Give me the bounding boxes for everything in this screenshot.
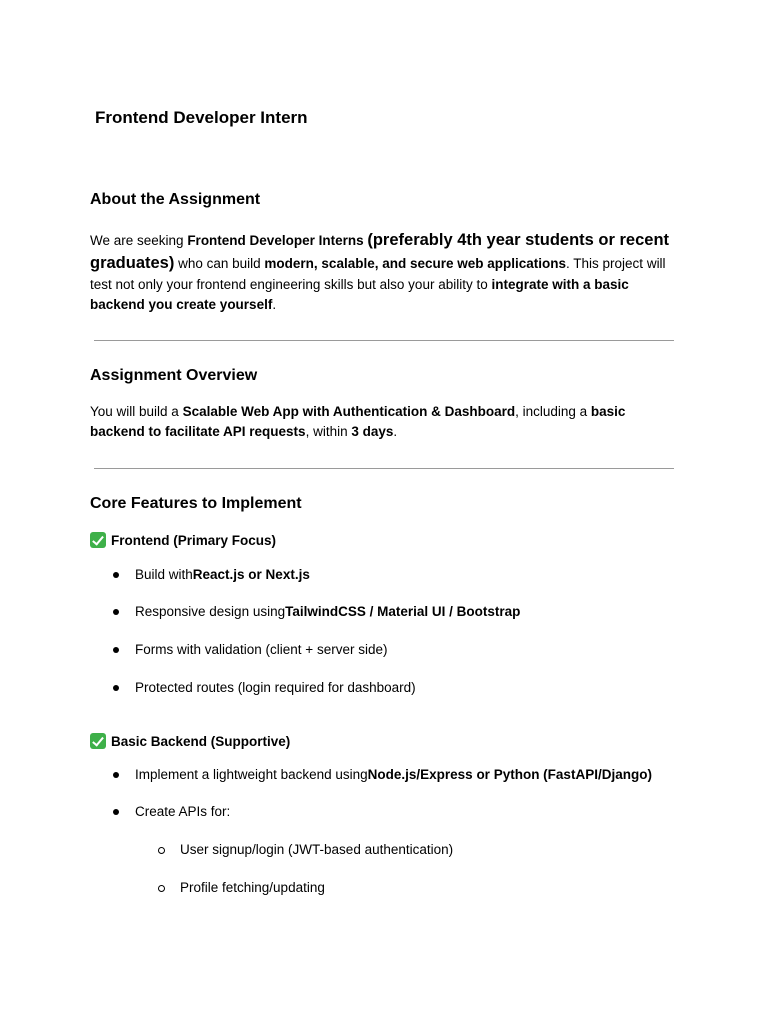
divider-1	[94, 340, 674, 341]
list-item-text: Build with	[135, 567, 193, 582]
about-bold-1: Frontend Developer Interns	[187, 233, 364, 248]
backend-subheading-label: Basic Backend (Supportive)	[111, 733, 291, 749]
overview-heading: Assignment Overview	[90, 367, 258, 384]
bullet-icon	[113, 609, 119, 615]
about-text-1: We are seeking	[90, 233, 188, 248]
sub-list-item-text: User signup/login (JWT-based authentication)	[180, 842, 454, 857]
list-item-bold: Node.js/Express or Python (FastAPI/Django)	[367, 767, 652, 782]
list-item-bold: TailwindCSS / Material UI / Bootstrap	[285, 604, 521, 619]
about-text-2: who can build	[174, 256, 265, 271]
list-item	[113, 566, 310, 584]
frontend-subheading	[90, 532, 276, 548]
about-big-text: (preferably 4th year students or recent graduates)	[90, 231, 670, 272]
hollow-bullet-icon	[158, 885, 165, 892]
list-item-text: Create APIs for:	[135, 804, 231, 819]
bullet-icon	[113, 647, 119, 653]
sub-list-item-text: Profile fetching/updating	[180, 880, 325, 895]
frontend-subheading-label: Frontend (Primary Focus)	[111, 532, 277, 548]
list-item	[113, 641, 387, 659]
overview-bold-3: 3 days	[351, 424, 394, 439]
document-title: Frontend Developer Intern	[95, 108, 308, 127]
hollow-bullet-icon	[158, 847, 165, 854]
sub-list-item	[158, 879, 325, 897]
overview-paragraph	[90, 402, 680, 442]
list-item-bold: React.js or Next.js	[192, 567, 310, 582]
about-text-4: .	[272, 297, 277, 312]
overview-text-4: .	[393, 424, 398, 439]
check-mark-icon	[90, 532, 106, 548]
overview-text-1: You will build a	[90, 404, 183, 419]
list-item	[113, 766, 652, 784]
bullet-icon	[113, 809, 119, 815]
sub-list-item	[158, 841, 453, 859]
list-item	[113, 603, 520, 621]
check-mark-icon	[90, 733, 106, 749]
bullet-icon	[113, 685, 119, 691]
overview-bold-1: Scalable Web App with Authentication & Dashboard	[182, 404, 516, 419]
overview-bold-2: basic backend to facilitate API requests	[90, 404, 626, 439]
overview-text-2: , including a	[515, 404, 591, 419]
list-item	[113, 803, 230, 821]
bullet-icon	[113, 772, 119, 778]
about-heading: About the Assignment	[90, 191, 261, 208]
about-text-3: . This project will test not only your frontend engineering skills but also your ability to	[90, 256, 666, 292]
about-bold-2: modern, scalable, and secure web applications	[264, 256, 567, 271]
divider-2	[94, 468, 674, 469]
about-bold-3: integrate with a basic backend you create yourself	[90, 277, 629, 312]
backend-subheading	[90, 733, 290, 749]
list-item-text: Forms with validation (client + server side)	[135, 642, 388, 657]
overview-text-3: , within	[305, 424, 352, 439]
list-item	[113, 679, 416, 697]
bullet-icon	[113, 572, 119, 578]
list-item-text: Protected routes (login required for dashboard)	[135, 680, 416, 695]
core-heading: Core Features to Implement	[90, 495, 302, 512]
list-item-text: Implement a lightweight backend using	[135, 767, 368, 782]
about-paragraph	[90, 229, 680, 315]
list-item-text: Responsive design using	[135, 604, 286, 619]
